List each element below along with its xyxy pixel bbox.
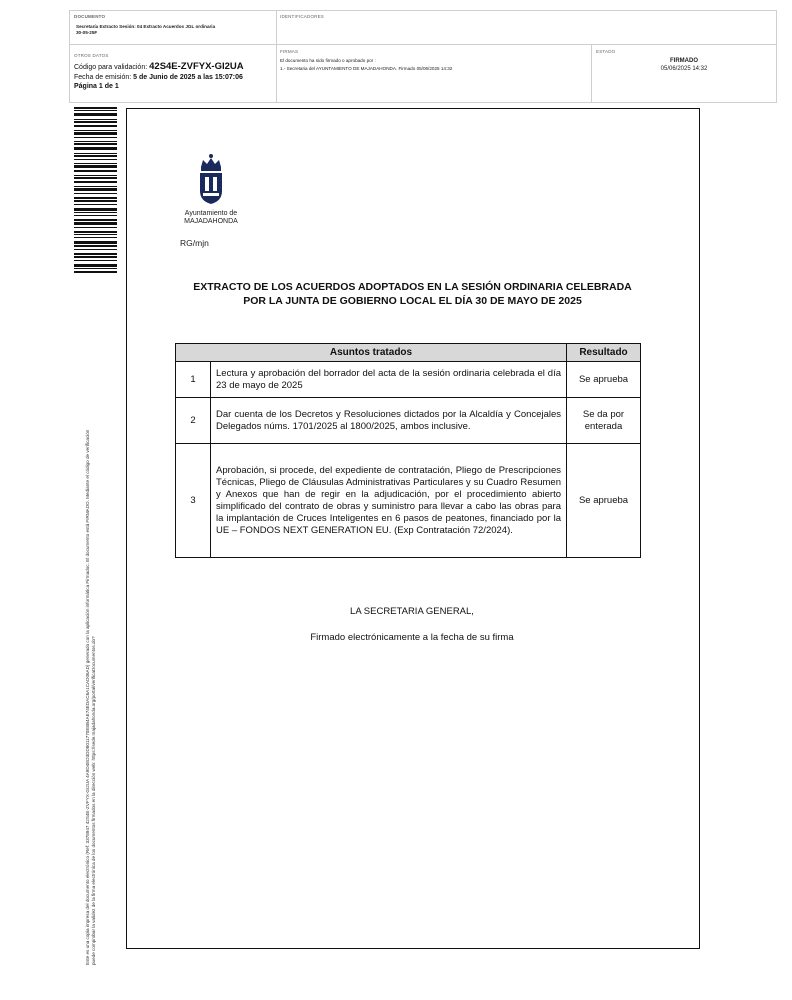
- crown-shield-icon: [196, 153, 226, 205]
- row-asunto: Aprobación, si procede, del expediente de contratación, Pliego de Prescripciones Técnicas, Pliego de Cláusulas Administrativas Particulares y su Cuadro Resumen y Anexos que han de regir en la adjudicación, por el procedimiento abierto simplificado del contrato de obras y suministro para llevar a cabo las obras para la implantación de Cruces Inteligentes en 6 pasos de peatones, financiado por la UE – FONDOS NEXT GENERATION EU. (Exp Contratación 72/2024).: [211, 444, 567, 558]
- barcode-bar: [74, 119, 117, 120]
- fecha-emision: [74, 73, 243, 82]
- fecha-value: 5 de Junio de 2025 a las 15:07:06: [133, 74, 243, 81]
- barcode-bar: [74, 212, 117, 213]
- row-num: 2: [176, 398, 211, 444]
- documento-cell: [70, 11, 277, 45]
- table-row: [176, 362, 641, 398]
- barcode-bar: [74, 141, 117, 142]
- barcode-bar: [74, 204, 117, 205]
- document-title: [140, 280, 685, 308]
- firma-cargo: LA SECRETARIA GENERAL,: [350, 606, 474, 617]
- estado-label: ESTADO: [596, 49, 616, 54]
- barcode-bar: [74, 165, 117, 168]
- barcode-bar: [74, 137, 117, 138]
- barcode-bar: [74, 153, 117, 154]
- row-asunto: Dar cuenta de los Decretos y Resoluciones dictados por la Alcaldía y Concejales Delegados núms. 1701/2025 al 1800/2025, ambos inclusive.: [211, 398, 567, 444]
- barcode-bar: [74, 130, 117, 131]
- barcode-bar: [74, 175, 117, 176]
- barcode-bar: [74, 107, 117, 109]
- barcode-bar: [74, 143, 117, 145]
- logo-line1: Ayuntamiento de: [184, 210, 238, 217]
- barcode-bar: [74, 125, 117, 127]
- barcode-bar: [74, 241, 117, 244]
- barcode-bar: [74, 193, 117, 194]
- otros-datos-label: OTROS DATOS: [74, 53, 109, 58]
- barcode-bar: [74, 132, 117, 135]
- barcode-bar: [74, 170, 117, 172]
- barcode-bar: [74, 177, 117, 179]
- documento-text: Secretaría Extracto Sesión: 04 Extracto Acuerdos JGL ordinaria: [76, 24, 216, 29]
- firmas-line2: 1.- Secretaria del AYUNTAMIENTO DE MAJADAHONDA. Firmado 05/06/2025 14:32: [280, 66, 453, 71]
- barcode-bar: [74, 159, 117, 160]
- otros-datos-cell: [70, 45, 277, 102]
- barcode-bar: [74, 245, 117, 247]
- barcode-bar: [74, 215, 117, 216]
- firma-texto: Firmado electrónicamente a la fecha de su firma: [310, 632, 514, 643]
- barcode-bar: [74, 231, 117, 233]
- barcode-bar: [74, 234, 117, 235]
- title-line2: POR LA JUNTA DE GOBIERNO LOCAL EL DÍA 30 DE MAYO DE 2025: [243, 295, 582, 307]
- barcode-bar: [74, 197, 117, 199]
- barcode-bar: [74, 200, 117, 202]
- barcode-bar: [74, 188, 117, 191]
- row-resultado: Se aprueba: [567, 362, 641, 398]
- identificadores-cell: [277, 11, 776, 45]
- barcode: [74, 107, 117, 275]
- col-asuntos: Asuntos tratados: [176, 344, 567, 362]
- barcode-bar: [74, 181, 117, 183]
- barcode-bar: [74, 237, 117, 238]
- table-row: [176, 398, 641, 444]
- barcode-bar: [74, 163, 117, 164]
- reference: RG/mjn: [180, 238, 209, 248]
- firmas-line1: El documento ha sido firmado o aprobado por :: [280, 58, 376, 63]
- barcode-bar: [74, 208, 117, 211]
- row-resultado: Se da por enterada: [567, 398, 641, 444]
- estado-date: 05/06/2025 14:32: [660, 66, 708, 72]
- row-resultado: Se aprueba: [567, 444, 641, 558]
- row-num: 3: [176, 444, 211, 558]
- barcode-bar: [74, 249, 117, 250]
- documento-label: DOCUMENTO: [74, 14, 106, 19]
- table-header-row: [176, 344, 641, 362]
- estado-value: FIRMADO: [670, 58, 698, 64]
- barcode-bar: [74, 147, 117, 150]
- barcode-bar: [74, 113, 117, 116]
- table-row: [176, 444, 641, 558]
- row-num: 1: [176, 362, 211, 398]
- barcode-bar: [74, 219, 117, 221]
- row-asunto: Lectura y aprobación del borrador del acta de la sesión ordinaria celebrada el día 23 de mayo de 2025: [211, 362, 567, 398]
- document-header: [69, 10, 777, 103]
- firmas-cell: [277, 45, 592, 102]
- barcode-bar: [74, 121, 117, 123]
- barcode-bar: [74, 260, 117, 261]
- fecha-prefix: Fecha de emisión:: [74, 74, 132, 81]
- firmas-label: FIRMAS: [280, 49, 299, 54]
- identificadores-label: IDENTIFICADORES: [280, 14, 325, 19]
- logo-line2: MAJADAHONDA: [184, 218, 238, 225]
- barcode-bar: [74, 256, 117, 258]
- codigo-value: 42S4E-ZVFYX-GI2UA: [149, 61, 244, 72]
- side-note-line2: puede comprobar la validez de la firma electrónica de los documentos firmados en la dirección web: https://sede.majadahonda.org/portal/verificaDocumentos.do?: [91, 636, 96, 965]
- estado-cell: [592, 45, 776, 102]
- barcode-bar: [74, 222, 117, 225]
- title-line1: EXTRACTO DE LOS ACUERDOS ADOPTADOS EN LA SESIÓN ORDINARIA CELEBRADA: [193, 281, 632, 293]
- barcode-bar: [74, 227, 117, 228]
- acuerdos-table: [175, 343, 641, 558]
- barcode-bar: [74, 253, 117, 255]
- col-resultado: Resultado: [567, 344, 641, 362]
- codigo-prefix: Código para validación:: [74, 64, 148, 71]
- barcode-bar: [74, 186, 117, 187]
- barcode-bar: [74, 110, 117, 111]
- pagina: Página 1 de 1: [74, 83, 119, 90]
- ayuntamiento-logo: [180, 153, 242, 225]
- side-verification-note: [85, 265, 97, 965]
- side-note-line1: Este es una copia impresa del documento electrónico (Ref: 3378947 42S4E-ZVFYX-GI2UA 4A9D4ED3DD8011770E8B4AE74EDAC6A1CAD06AD) generado con la aplicación informática Firmadoc. El documento está FIRMADO. Mediante el código de verificación: [85, 429, 90, 965]
- barcode-bar: [74, 155, 117, 157]
- codigo-validacion: [74, 62, 244, 72]
- documento-date: 30-05-25F: [76, 30, 98, 35]
